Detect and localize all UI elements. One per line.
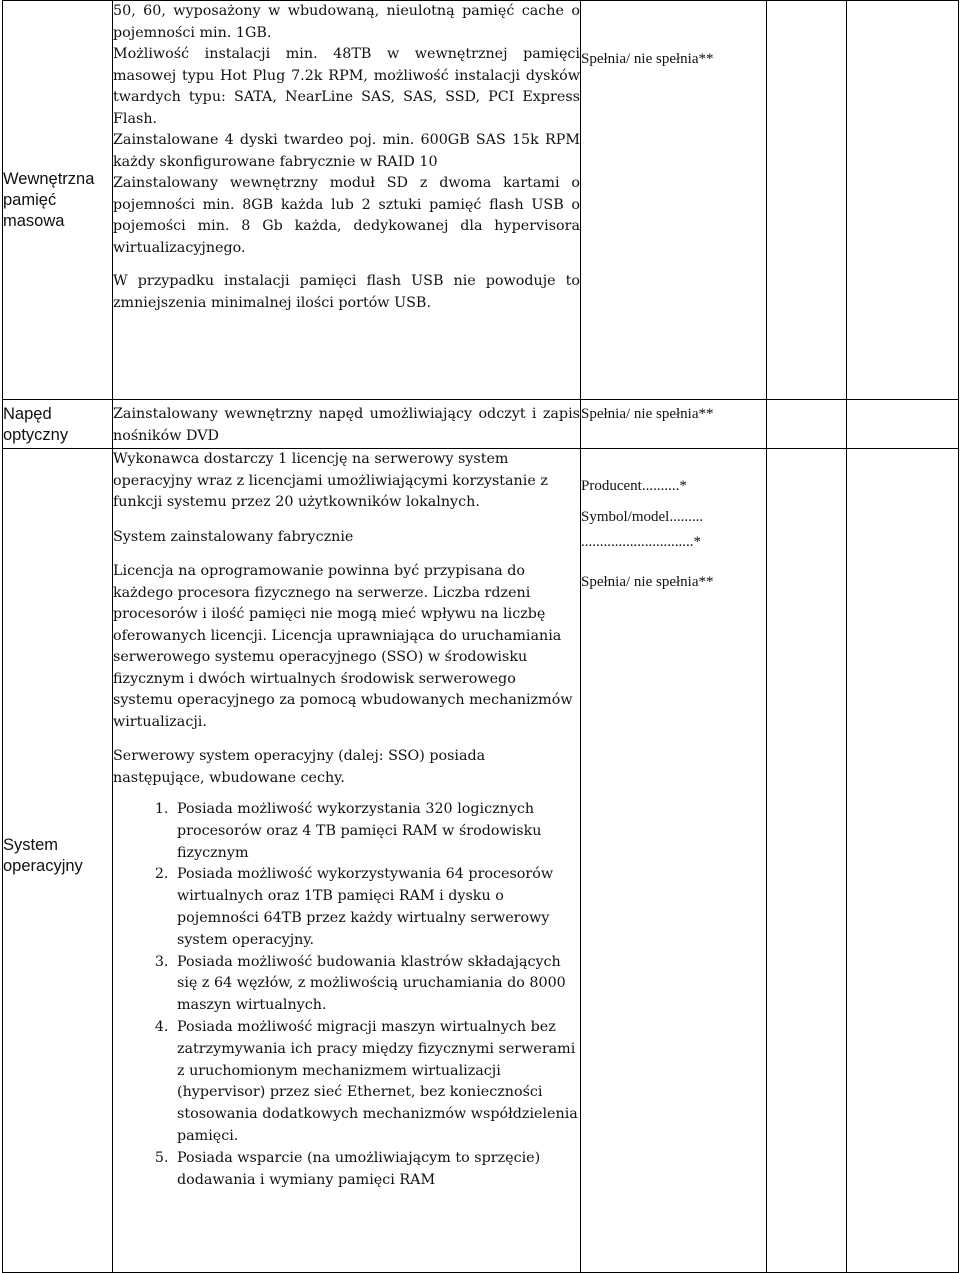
specification-table: [2, 0, 959, 1273]
optical-label: Napęd optyczny: [3, 405, 69, 444]
optical-status-cell: [581, 400, 767, 449]
os-factory-text: System zainstalowany fabrycznie: [113, 528, 354, 545]
os-license-text: Wykonawca dostarczy 1 licencję na serwerowy system operacyjny wraz z licencjami umożliwiającymi korzystanie z funkcji systemu przez 20 użytkowników lokalnych.: [113, 451, 548, 510]
storage-capacity-text: Możliwość instalacji min. 48TB w wewnętrznej pamięci masowej typu Hot Plug 7.2k RPM, możliwość instalacji dysków twardych typu: SATA, NearLine SAS, SAS, SSD, PCI Express Flash.: [113, 46, 580, 127]
optical-status: Spełnia/ nie spełnia**: [581, 406, 714, 422]
os-blank-cell-1: [767, 449, 847, 1273]
os-producer: Producent..........*: [581, 478, 687, 494]
os-label-cell: [3, 449, 113, 1273]
table-row-storage: [3, 1, 959, 400]
optical-label-cell: [3, 400, 113, 449]
storage-disks-text: Zainstalowane 4 dyski twardeo poj. min. 600GB SAS 15k RPM każdy skonfigurowane fabrycznie w RAID 10: [113, 132, 580, 170]
os-features-list: [113, 799, 580, 1191]
storage-sd-module-text: Zainstalowany wewnętrzny moduł SD z dwoma kartami o pojemności min. 8GB każda lub 2 sztuki pamięć flash USB o pojemości min. 8 Gb każda, dedykowanej dla hypervisora wirtualizacyjnego.: [113, 175, 580, 256]
os-cpu-license-text: Licencja na oprogramowanie powinna być przypisana do każdego procesora fizycznego na serwerze. Liczba rdzeni procesorów i ilość pamięci nie mogą mieć wpływu na liczbę oferowanych licencji. Licencja uprawniająca do uruchamiania serwerowego systemu operacyjnego (SSO) w środowisku fizycznym i dwóch wirtualnych środowisk serwerowego systemu operacyjnego za pomocą wbudowanych mechanizmów wirtualizacji.: [113, 563, 573, 730]
os-model-line-1: Symbol/model.........: [581, 509, 704, 525]
list-item: 4. Posiada możliwość migracji maszyn wirtualnych bez zatrzymywania ich pracy między fizycznymi serwerami z uruchomionym mechanizmem wirtualizacji (hypervisor) przez sieć Ethernet, bez konieczności stosowania dodatkowych mechanizmów współdzielenia pamięci.: [173, 1017, 580, 1148]
storage-label-cell: [3, 1, 113, 400]
optical-description: Zainstalowany wewnętrzny napęd umożliwiający odczyt i zapis nośników DVD: [113, 406, 580, 444]
os-blank-cell-2: [847, 449, 959, 1273]
storage-label: Wewnętrzna pamięć masowa: [3, 169, 95, 230]
optical-blank-cell-2: [847, 400, 959, 449]
storage-blank-cell-1: [767, 1, 847, 400]
storage-description-cell: [113, 1, 581, 400]
os-status: Spełnia/ nie spełnia**: [581, 574, 714, 590]
list-item: 1. Posiada możliwość wykorzystania 320 logicznych procesorów oraz 4 TB pamięci RAM w środowisku fizycznym: [173, 799, 580, 864]
list-item: 5. Posiada wsparcie (na umożliwiającym to sprzęcie) dodawania i wymiany pamięci RAM: [173, 1148, 580, 1192]
os-description-cell: [113, 449, 581, 1273]
table-row-optical: [3, 400, 959, 449]
os-features-intro: Serwerowy system operacyjny (dalej: SSO) posiada następujące, wbudowane cechy.: [113, 748, 486, 786]
os-label: System operacyjny: [3, 836, 83, 875]
storage-status: Spełnia/ nie spełnia**: [581, 51, 714, 67]
storage-usb-text: W przypadku instalacji pamięci flash USB nie powoduje to zmniejszenia minimalnej ilości portów USB.: [113, 273, 580, 311]
list-item: 2. Posiada możliwość wykorzystywania 64 procesorów wirtualnych oraz 1TB pamięci RAM i dysku o pojemności 64TB przez każdy wirtualny serwerowy system operacyjny.: [173, 864, 580, 951]
os-model-line-2: ..............................*: [581, 534, 701, 550]
os-status-cell: [581, 449, 767, 1273]
list-item: 3. Posiada możliwość budowania klastrów składających się z 64 węzłów, z możliwością uruchamiania do 8000 maszyn wirtualnych.: [173, 952, 580, 1017]
optical-description-cell: [113, 400, 581, 449]
storage-cache-text: 50, 60, wyposażony w wbudowaną, nieulotną pamięć cache o pojemności min. 1GB.: [113, 3, 580, 41]
table-row-os: [3, 449, 959, 1273]
storage-status-cell: [581, 1, 767, 400]
storage-blank-cell-2: [847, 1, 959, 400]
optical-blank-cell-1: [767, 400, 847, 449]
